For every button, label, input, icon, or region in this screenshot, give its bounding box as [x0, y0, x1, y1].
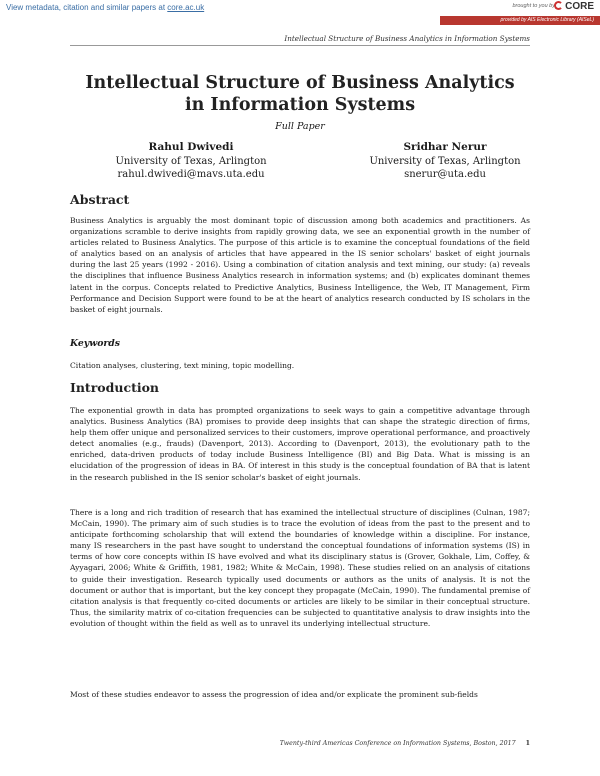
core-logo[interactable]	[554, 1, 594, 12]
intro-paragraph-2: There is a long and rich tradition of research that has examined the intellectual structure of disciplines (Culnan, 1987; McCain, 1990). The primary aim of such studies is to trace the evolution of ideas from the past to the present and to anticipate forthcoming scholarship that will extend the boundaries of knowledge within a discipline. For instance, many IS researchers in the past have sought to understand the conceptual foundations of information systems (IS) in terms of how core concepts within IS have evolved and what its disciplinary status is (Grover, Gokhale, Lim, Coffey, & Ayyagari, 2006; White & Griffith, 1981, 1982; White & McCain, 1998). These studies relied on an analysis of citations to guide their investigation. Research typically used documents or authors as the units of analysis. It is not the document or author that is important, but the key concept they propagate (McCain, 1990). The fundamental premise of citation analysis is that frequently co-cited documents or articles are likely to be similar in their conceptual structure. Thus, the similarity matrix of co-citation frequencies can be subjected to quantitative analysis to draw insights into the evolution of thought within the field as well as to unravel its underlying intellectual structure.	[70, 508, 530, 628]
page-footer	[280, 740, 530, 747]
core-link-prefix[interactable]: View metadata, citation and similar papers at	[6, 3, 168, 12]
author-email: rahul.dwivedi@mavs.uta.edu	[117, 169, 265, 180]
abstract-text: Business Analytics is arguably the most dominant topic of discussion among both academics and practitioners. As organizations scramble to derive insights from rapidly growing data, we see an exponential growth in the number of articles related to Business Analytics. The purpose of this article is to examine the conceptual foundations of the field of analytics based on an analysis of articles that have appeared in the IS senior scholars' basket of eight journals during the last 25 years (1992 - 2016). Using a combination of citation analysis and text mining, our study: (a) reveals the disciplines that influence Business Analytics research in information systems; and (b) explicates dominant themes latent in the corpus. Concepts related to Predictive Analytics, Business Intelligence, the Web, IT Management, Firm Performance and Decision Support were found to be at the heart of analytics research conducted by IS scholars in the basket of eight journals.	[70, 216, 530, 314]
keywords-heading: Keywords	[70, 338, 121, 349]
footer-conference: Twenty-third Americas Conference on Information Systems, Boston, 2017	[279, 740, 516, 747]
page-number: 1	[525, 740, 530, 747]
core-banner	[0, 0, 600, 26]
keywords-text: Citation analyses, clustering, text mining, topic modelling.	[70, 361, 295, 370]
paper-type: Full Paper	[275, 121, 325, 132]
author-email: snerur@uta.edu	[404, 169, 486, 180]
author-affiliation: University of Texas, Arlington	[369, 155, 521, 167]
paper-title	[60, 72, 540, 116]
author-name: Rahul Dwivedi	[148, 141, 234, 153]
author-block	[71, 141, 311, 182]
core-logo-text: CORE	[565, 1, 594, 12]
author-block	[325, 141, 565, 182]
introduction-heading: Introduction	[70, 380, 160, 395]
author-affiliation: University of Texas, Arlington	[115, 155, 267, 167]
core-link-domain[interactable]: core.ac.uk	[167, 3, 205, 12]
paper-title-line-2: in Information Systems	[184, 95, 416, 115]
paper-title-line-1: Intellectual Structure of Business Analytics	[85, 73, 515, 93]
abstract-heading: Abstract	[70, 192, 130, 207]
intro-paragraph-3: Most of these studies endeavor to assess the progression of idea and/or explicate the prominent sub-fields	[70, 690, 478, 699]
brought-by-label: brought to you by	[512, 3, 555, 9]
running-head: Intellectual Structure of Business Analytics in Information Systems	[284, 34, 530, 43]
core-logo-icon	[554, 1, 563, 10]
intro-paragraph-1: The exponential growth in data has prompted organizations to seek ways to gain a competitive advantage through analytics. Business Analytics (BA) promises to provide deep insights that can shape the strategic direction of firms, help them offer unique and personalized services to their customers, improve operational performance, and proactively detect anomalies (e.g., frauds) (Davenport, 2013). According to (Davenport, 2013), the evolutionary path to the enriched, data-driven products of today include Business Intelligence (BI) and Big Data. What is missing is an elucidation of the progression of ideas in BA. Of interest in this study is the conceptual foundation of BA that is latent in the research published in the IS senior scholar's basket of eight journals.	[70, 406, 530, 482]
provided-by-banner[interactable]: provided by AIS Electronic Library (AISeL)	[440, 16, 600, 25]
header-divider	[70, 45, 530, 46]
author-name: Sridhar Nerur	[403, 141, 487, 153]
core-metadata-link[interactable]	[6, 3, 204, 12]
